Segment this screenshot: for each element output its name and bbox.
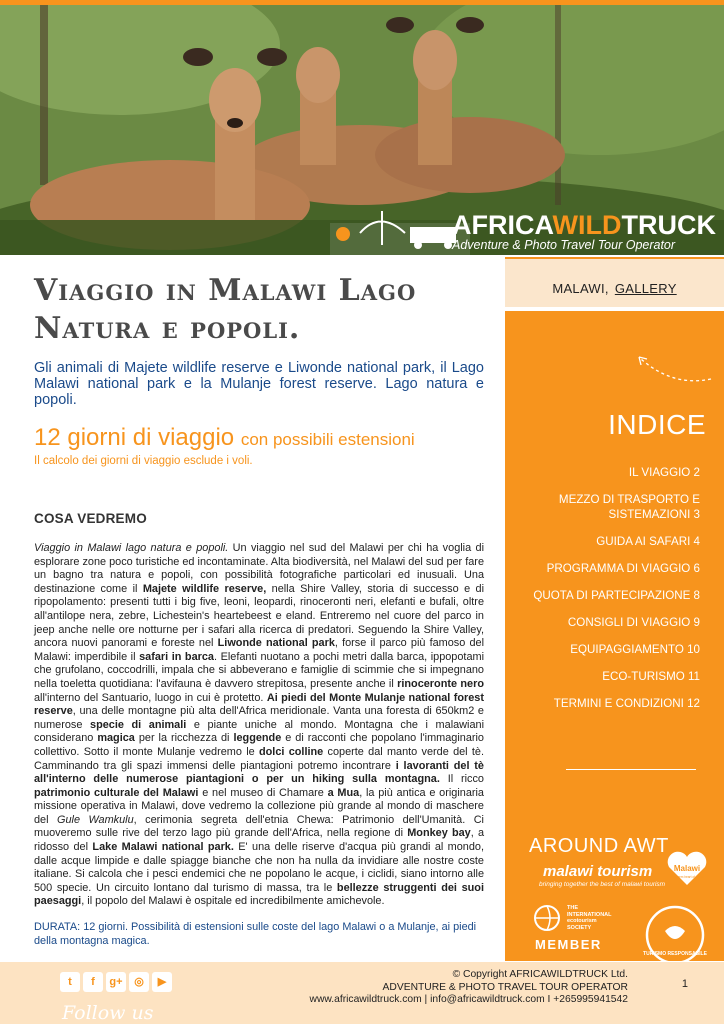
twitter-icon[interactable]: t bbox=[60, 972, 80, 992]
brand-name-part3: TRUCK bbox=[621, 210, 716, 240]
body-text: coperte dal manto verde del tè. Camminando tra gli spazi immensi delle piantagioni potremo incontrare bbox=[34, 745, 485, 772]
body-text: . Elefanti nuotano a pochi metri dalla barca, ippopotami che grufolano, coccodrilli, impala che si abbeverano e famiglie di scimmie che si impegnano nella toeletta quotidiana: l'avifauna è davvero strepitosa, presente anche il bbox=[34, 650, 484, 690]
malawi-badge-subtext: the warm heart of africa bbox=[670, 875, 704, 879]
body-bold: specie di animali bbox=[90, 718, 187, 731]
body-text: per la ricchezza di bbox=[134, 732, 234, 745]
sidebar-tags bbox=[505, 281, 724, 296]
brand-name bbox=[452, 210, 716, 241]
index-item[interactable]: CONSIGLI DI VIAGGIO 9 bbox=[567, 616, 700, 629]
youtube-icon[interactable]: ▶ bbox=[152, 972, 172, 992]
body-bold: magica bbox=[97, 732, 135, 745]
ties-line: INTERNATIONAL bbox=[567, 911, 612, 918]
sidebar-index bbox=[505, 311, 724, 961]
facebook-icon[interactable]: f bbox=[83, 972, 103, 992]
body-bold: rinoceronte nero bbox=[397, 677, 484, 690]
days-note: Il calcolo dei giorni di viaggio esclude i voli. bbox=[34, 455, 253, 467]
body-bold: leggende bbox=[233, 732, 282, 745]
footer-copyright: © Copyright AFRICAWILDTRUCK Ltd. bbox=[452, 969, 628, 980]
ties-line: ecotourism bbox=[567, 918, 597, 924]
malawi-tourism-logo: malawi tourism bbox=[543, 863, 653, 880]
brand-name-part2: WILD bbox=[552, 210, 622, 240]
ties-globe-icon bbox=[533, 903, 561, 933]
body-bold: i lavoranti del tè all'interno delle numerose piantagioni o per un hiking sulla montagna. bbox=[34, 759, 484, 786]
body-bold: Ai piedi del Monte Mulanje national forest reserve bbox=[34, 691, 484, 718]
page-number: 1 bbox=[681, 978, 688, 990]
duration-paragraph bbox=[34, 921, 484, 948]
page-footer bbox=[0, 962, 724, 1024]
body-em: Gule Wamkulu bbox=[57, 813, 134, 826]
body-bold: Lake Malawi national park. bbox=[92, 841, 234, 854]
body-text: , a ridosso del bbox=[34, 827, 485, 854]
days-main: 12 giorni di viaggio bbox=[34, 424, 235, 451]
body-text: , la più antica e originaria missione operativa in Malawi, dove vedremo la collezione più grande al mondo di maschere del bbox=[34, 786, 484, 826]
index-item[interactable]: TERMINI E CONDIZIONI 12 bbox=[553, 697, 700, 710]
body-text: e di racconti che popolano l'immaginario collettivo. Sotto il monte Mulanje vedremo le bbox=[34, 732, 484, 758]
index-list bbox=[520, 465, 700, 723]
body-bold: Majete wildlife reserve, bbox=[142, 582, 267, 595]
duration-label: DURATA: 12 giorni. bbox=[34, 921, 129, 934]
body-bold: Liwonde national park bbox=[217, 637, 335, 650]
ties-line: THE bbox=[567, 905, 578, 911]
instagram-icon[interactable]: ◎ bbox=[129, 972, 149, 992]
sidebar-tags-box bbox=[505, 257, 724, 307]
googleplus-icon[interactable]: g+ bbox=[106, 972, 126, 992]
body-text: , una delle montagne più alta dell'Africa meridionale. Vanta una foresta di 650km2 e numerose bbox=[34, 705, 484, 731]
body-bold: a Mua bbox=[327, 786, 360, 799]
ties-logo bbox=[567, 905, 612, 931]
hero-photo-impalas bbox=[0, 5, 724, 255]
malawi-badge-text: Malawi bbox=[673, 864, 701, 873]
index-item[interactable]: ECO-TURISMO 11 bbox=[602, 670, 700, 683]
body-bold: patrimonio culturale del Malawi bbox=[34, 786, 199, 799]
social-icons bbox=[60, 972, 172, 992]
index-item[interactable]: IL VIAGGIO 2 bbox=[628, 466, 700, 479]
ties-member-label: MEMBER bbox=[535, 937, 602, 952]
around-awt-logo: AROUND AWT bbox=[529, 835, 669, 857]
body-text: e piante uniche al mondo. Montagna che i malawiani considerano bbox=[34, 718, 484, 745]
brand-logo bbox=[452, 210, 716, 252]
tag-malawi[interactable]: MALAWI, bbox=[552, 281, 609, 296]
body-text: , il popolo del Malawi è ospitale ed incredibilmente amichevole. bbox=[81, 895, 385, 908]
ties-line: SOCIETY bbox=[567, 924, 592, 931]
dashed-arrow-icon bbox=[633, 351, 713, 391]
index-title: INDICE bbox=[608, 409, 706, 440]
footer-contact-line[interactable]: www.africawildtruck.com | info@africawildtruck.com I +265995941542 bbox=[309, 994, 628, 1005]
trip-duration-heading bbox=[34, 424, 484, 452]
duration-text: Possibilità di estensioni sulle coste del lago Malawi o a Mulanje, ai piedi della montagna magica. bbox=[34, 921, 477, 947]
footer-contacts bbox=[310, 969, 628, 1007]
index-item[interactable]: QUOTA DI PARTECIPAZIONE 8 bbox=[533, 589, 700, 602]
brand-name-part1: AFRICA bbox=[452, 210, 553, 240]
turismo-badge-text: TURISMO RESPONSABILE bbox=[643, 951, 707, 957]
index-item[interactable]: MEZZO DI TRASPORTO E SISTEMAZIONI 3 bbox=[558, 493, 700, 521]
main-content bbox=[34, 272, 484, 948]
body-bold: dolci colline bbox=[259, 745, 324, 758]
body-bold: safari in barca bbox=[139, 650, 214, 663]
index-divider bbox=[566, 769, 696, 770]
index-item[interactable]: GUIDA AI SAFARI 4 bbox=[596, 535, 700, 548]
intro-text: Gli animali di Majete wildlife reserve e Liwonde national park, il Lago Malawi national park e la Mulanje forest reserve. Lago natura e popoli. bbox=[34, 360, 484, 408]
body-text: , cerimonia segreta dell'etnia Chewa: Patrimonio dell'Umanità. Ci muoveremo sulle rive del terzo lago più grande dell'Africa, nella regione di bbox=[34, 813, 484, 840]
body-text: , forse il parco più famoso del Malawi: imperdibile il bbox=[34, 637, 485, 663]
body-bold: Monkey bay bbox=[407, 827, 471, 840]
footer-company: ADVENTURE & PHOTO TRAVEL TOUR OPERATOR bbox=[382, 981, 628, 993]
page-title: Viaggio in Malawi Lago Natura e popoli. bbox=[34, 273, 417, 346]
brand-tagline: Adventure & Photo Travel Tour Operator bbox=[452, 238, 676, 252]
index-item[interactable]: PROGRAMMA DI VIAGGIO 6 bbox=[546, 562, 700, 575]
body-text: Un viaggio nel sud del Malawi per chi ha voglia di esplorare zone poco turistiche ed incontaminate. Alta biodiversità, nel Malawi del sud per fare un bagno tra natura e popoli, con possibilità fotografiche particolari ed inusuali. Una destinazione come il bbox=[34, 542, 484, 595]
malawi-heart-badge-icon bbox=[665, 851, 709, 887]
follow-us-label: Follow us bbox=[62, 1002, 154, 1024]
body-text: e nel museo di Chamare bbox=[198, 786, 328, 799]
body-text: all'interno del Santuario, luogo in cui è protetto. bbox=[34, 691, 267, 704]
tag-gallery-link[interactable]: GALLERY bbox=[614, 281, 677, 296]
body-bold: bellezze struggenti dei suoi paesaggi bbox=[34, 881, 484, 908]
section-heading: COSA VEDREMO bbox=[34, 511, 147, 526]
index-item[interactable]: EQUIPAGGIAMENTO 10 bbox=[570, 643, 700, 656]
body-em: Viaggio in Malawi lago natura e popoli. bbox=[34, 542, 229, 554]
body-text: Il ricco bbox=[439, 773, 484, 786]
malawi-tourism-subtitle: bringing together the best of malawi tourism bbox=[539, 881, 666, 888]
body-paragraph bbox=[34, 542, 484, 909]
body-text: E' una delle riserve d'acqua più grandi al mondo, dalle acque limpide e dalle spiagge bianche che non ha nulla da invidiare alle nostre coste italiane. Si calcola che i pesci endemici che ne popolano le acque, i ciclidi, siano intorno alle 500 specie. Un circuito lontano dal turismo di massa, tra le bbox=[34, 841, 485, 894]
body-text: nella Shire Valley, storia di successo e di ripopolamento: presenti tutti i big five, leoni, leopardi, rinoceronti neri, elefanti e bufali, oltre all'antilope nera, zebre, Lichestein's heartebeest e eland. Entreremo nel cuore del parco in jeep anche nelle ore notturne per i safari alla ricerca di predatori. Seguendo la Shire Valley, ancora nuovi panorami e foreste nel bbox=[34, 582, 485, 650]
days-extension: con possibili estensioni bbox=[240, 430, 415, 449]
turismo-responsabile-badge-icon bbox=[643, 903, 707, 967]
